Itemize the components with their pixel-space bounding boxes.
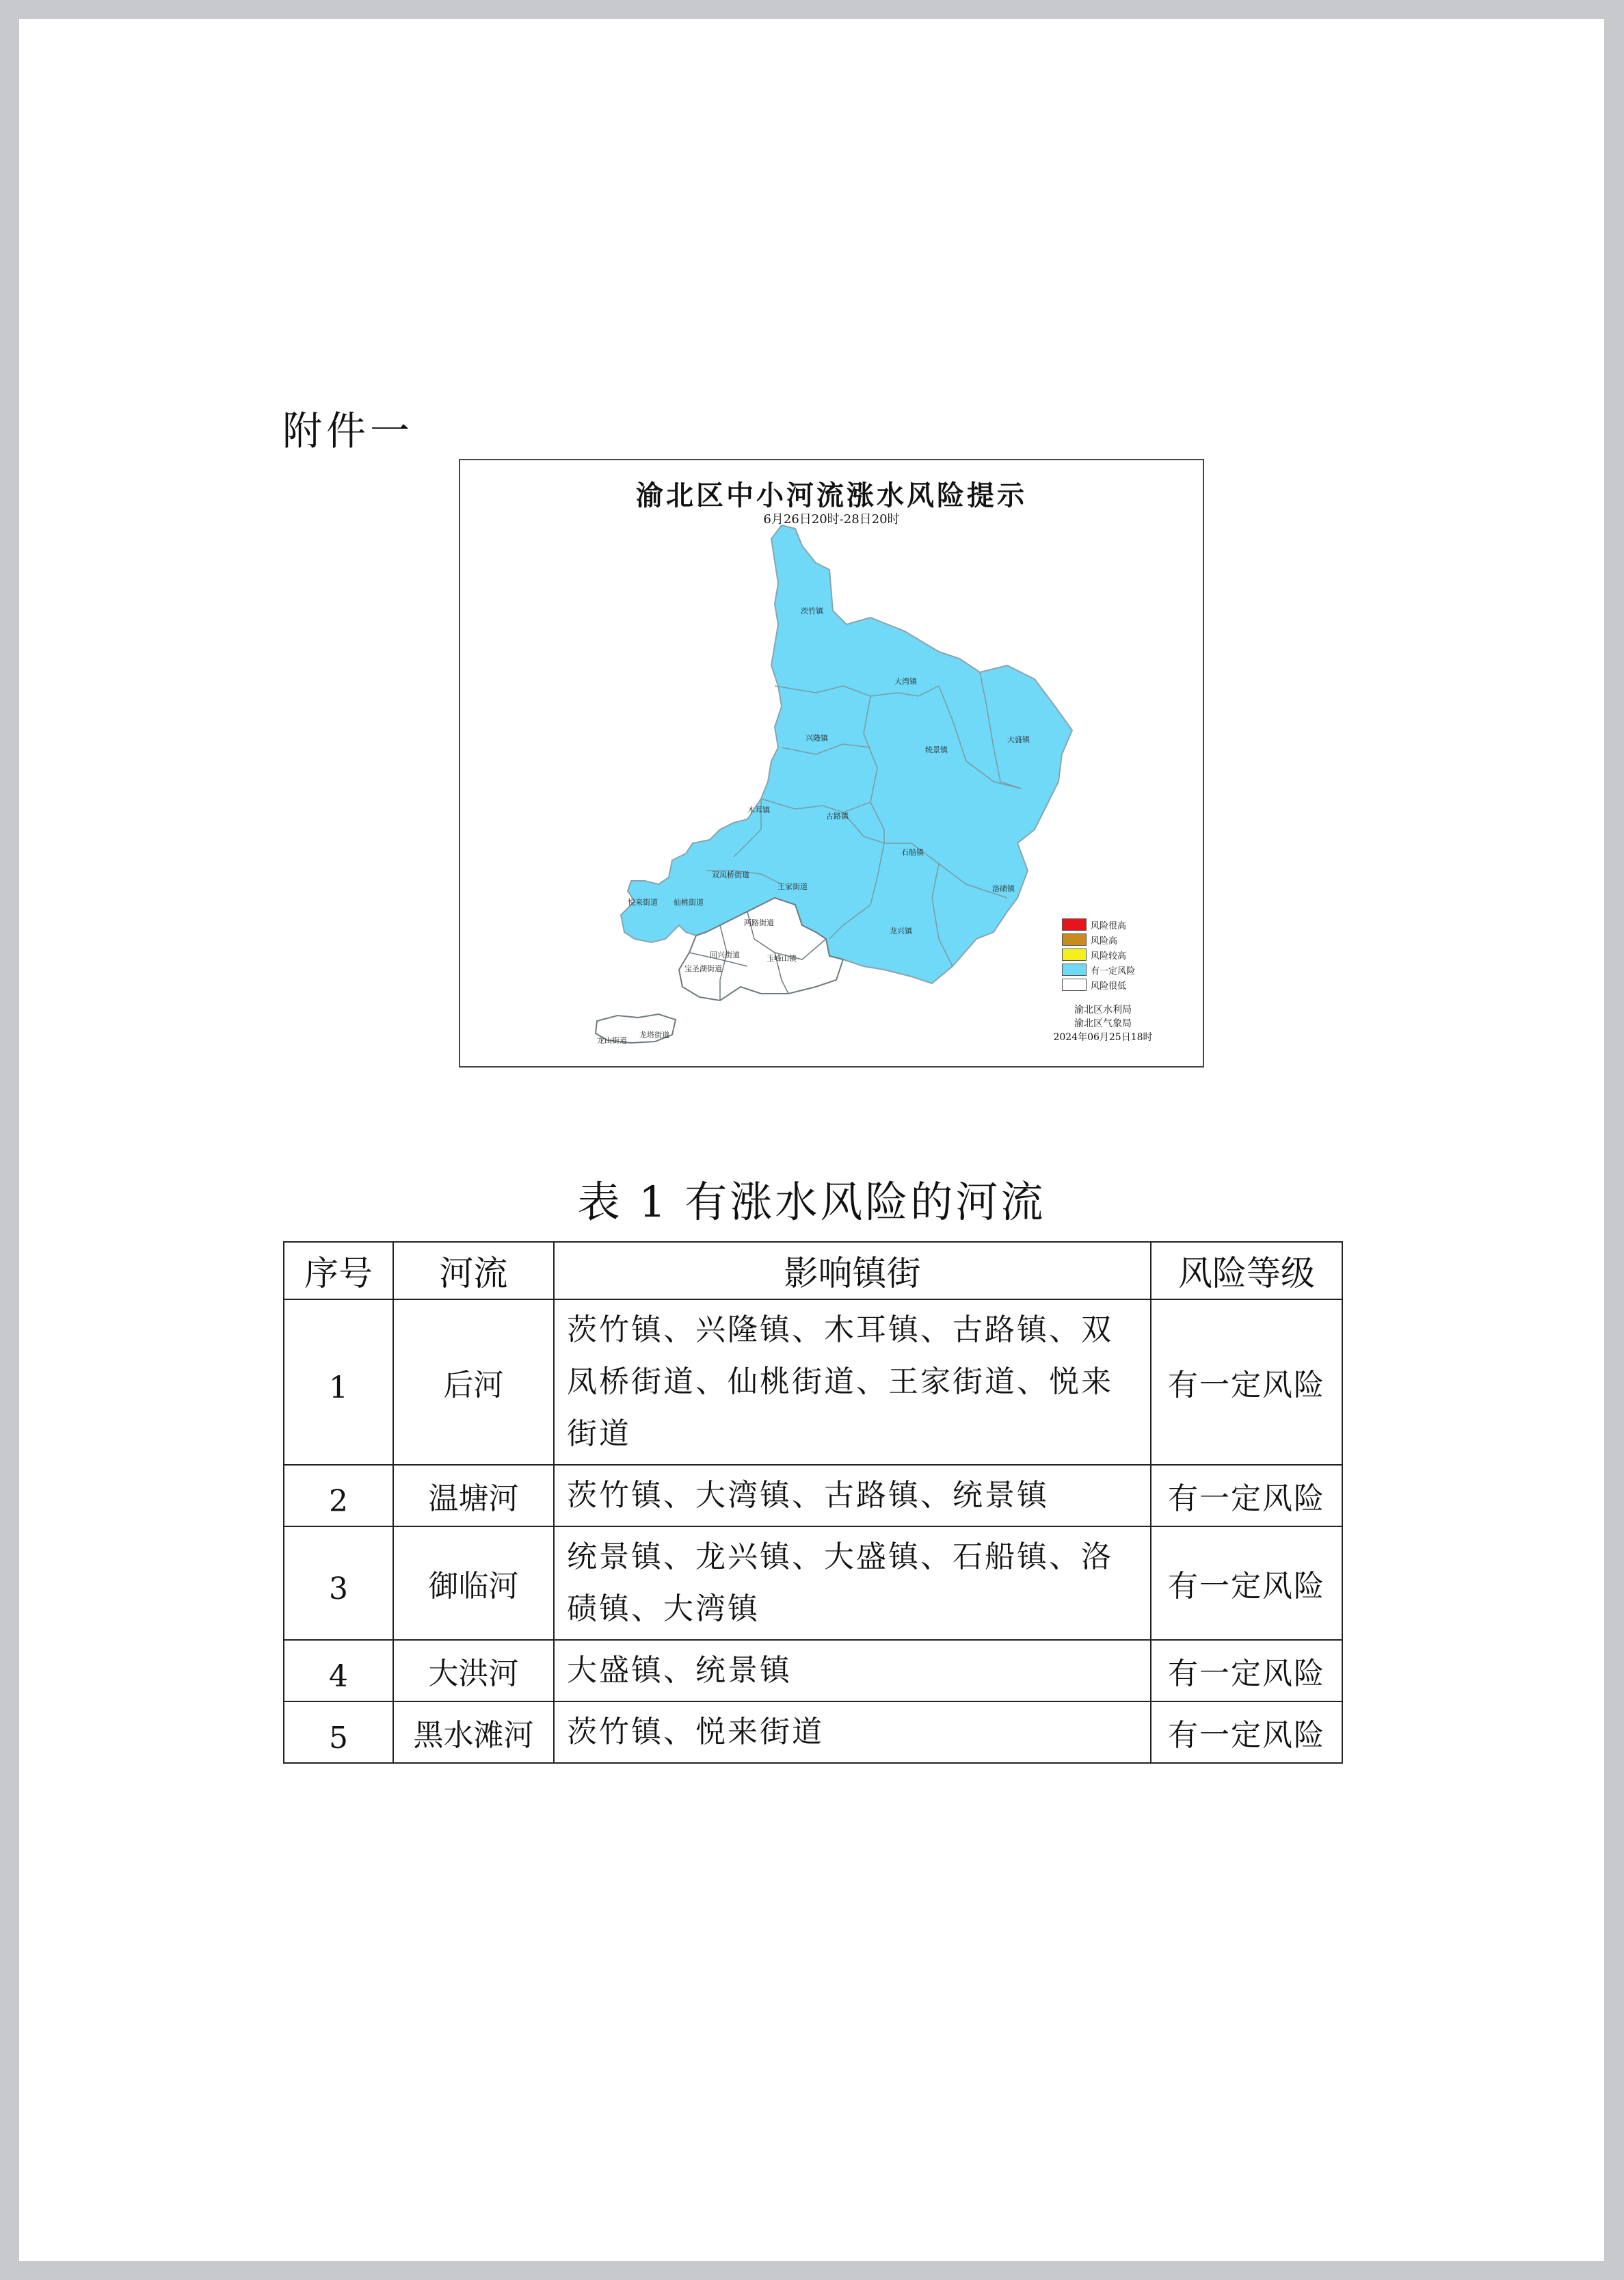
- place-label: 王家街道: [777, 882, 808, 891]
- place-label: 大湾镇: [894, 677, 917, 686]
- legend-swatch: [1062, 979, 1087, 991]
- table-row: [284, 1299, 1342, 1465]
- cell-no: 1: [284, 1299, 393, 1465]
- credit-line: 渝北区气象局: [1074, 1018, 1132, 1029]
- legend-label: 风险很低: [1091, 981, 1127, 992]
- place-label: 双凤桥街道: [712, 871, 749, 879]
- cell-no: 2: [284, 1465, 393, 1526]
- place-label: 仙桃街道: [674, 898, 704, 907]
- legend-item: [1062, 947, 1135, 962]
- document-page: [19, 19, 1604, 2261]
- cell-towns: 大盛镇、统景镇: [554, 1640, 1151, 1701]
- map-credit: [1035, 1003, 1171, 1044]
- legend-swatch: [1062, 964, 1087, 976]
- cell-level: 有一定风险: [1151, 1465, 1342, 1526]
- place-label: 龙兴镇: [890, 927, 912, 936]
- table-row: [284, 1526, 1342, 1640]
- cell-no: 4: [284, 1640, 393, 1701]
- risk-map: [459, 459, 1204, 1068]
- header-cell-river: 河流: [393, 1242, 554, 1299]
- cell-towns: 茨竹镇、兴隆镇、木耳镇、古路镇、双凤桥街道、仙桃街道、王家街道、悦来街道: [554, 1299, 1151, 1465]
- legend-swatch: [1062, 933, 1087, 946]
- legend-swatch: [1062, 949, 1087, 961]
- legend-label: 有一定风险: [1091, 966, 1136, 977]
- cell-towns: 茨竹镇、大湾镇、古路镇、统景镇: [554, 1465, 1151, 1526]
- place-label: 洛碛镇: [992, 884, 1015, 893]
- map-title: 渝北区中小河流涨水风险提示: [636, 479, 1027, 512]
- place-label: 宝圣湖街道: [684, 964, 722, 973]
- place-label: 两路街道: [744, 918, 774, 927]
- place-label: 回兴街道: [710, 951, 740, 959]
- legend-item: [1062, 977, 1135, 992]
- place-label: 悦来街道: [628, 898, 658, 907]
- cell-level: 有一定风险: [1151, 1299, 1342, 1465]
- cell-towns: 统景镇、龙兴镇、大盛镇、石船镇、洛碛镇、大湾镇: [554, 1526, 1151, 1640]
- table-row: [284, 1640, 1342, 1701]
- legend-label: 风险很高: [1091, 920, 1127, 931]
- map-legend: [1062, 917, 1135, 992]
- credit-line: 渝北区水利局: [1074, 1005, 1132, 1016]
- legend-swatch: [1062, 918, 1087, 931]
- cell-river: 温塘河: [393, 1465, 554, 1526]
- place-label: 大盛镇: [1007, 735, 1030, 744]
- header-cell-no: 序号: [284, 1242, 393, 1299]
- attachment-label: 附件一: [282, 408, 414, 454]
- cell-no: 3: [284, 1526, 393, 1640]
- cell-river: 后河: [393, 1299, 554, 1465]
- table-header-row: [284, 1242, 1342, 1299]
- credit-line: 2024年06月25日18时: [1053, 1032, 1153, 1043]
- place-label: 茨竹镇: [801, 607, 823, 615]
- header-cell-towns: 影响镇街: [554, 1242, 1151, 1299]
- legend-item: [1062, 962, 1135, 977]
- table-row: [284, 1465, 1342, 1526]
- place-label: 石船镇: [901, 848, 924, 857]
- cell-no: 5: [284, 1701, 393, 1763]
- cell-river: 黑水滩河: [393, 1701, 554, 1763]
- place-label: 兴隆镇: [806, 734, 828, 743]
- place-label: 龙塔街道: [639, 1031, 669, 1039]
- table-title: 表 1 有涨水风险的河流: [577, 1177, 1046, 1227]
- place-label: 木耳镇: [747, 806, 770, 814]
- map-subtitle: 6月26日20时-28日20时: [763, 512, 900, 527]
- legend-label: 风险高: [1091, 936, 1118, 946]
- map-region-risk: [621, 525, 1072, 983]
- cell-river: 大洪河: [393, 1640, 554, 1701]
- legend-item: [1062, 932, 1135, 947]
- place-label: 玉峰山镇: [767, 954, 797, 963]
- rivers-table: [283, 1241, 1343, 1764]
- legend-item: [1062, 917, 1135, 932]
- cell-river: 御临河: [393, 1526, 554, 1640]
- legend-label: 风险较高: [1091, 951, 1127, 962]
- cell-level: 有一定风险: [1151, 1701, 1342, 1763]
- table-row: [284, 1701, 1342, 1763]
- cell-level: 有一定风险: [1151, 1640, 1342, 1701]
- cell-level: 有一定风险: [1151, 1526, 1342, 1640]
- place-label: 统景镇: [925, 745, 948, 754]
- place-label: 古路镇: [826, 812, 849, 821]
- cell-towns: 茨竹镇、悦来街道: [554, 1701, 1151, 1763]
- header-cell-level: 风险等级: [1151, 1242, 1342, 1299]
- place-label: 龙山街道: [597, 1036, 627, 1045]
